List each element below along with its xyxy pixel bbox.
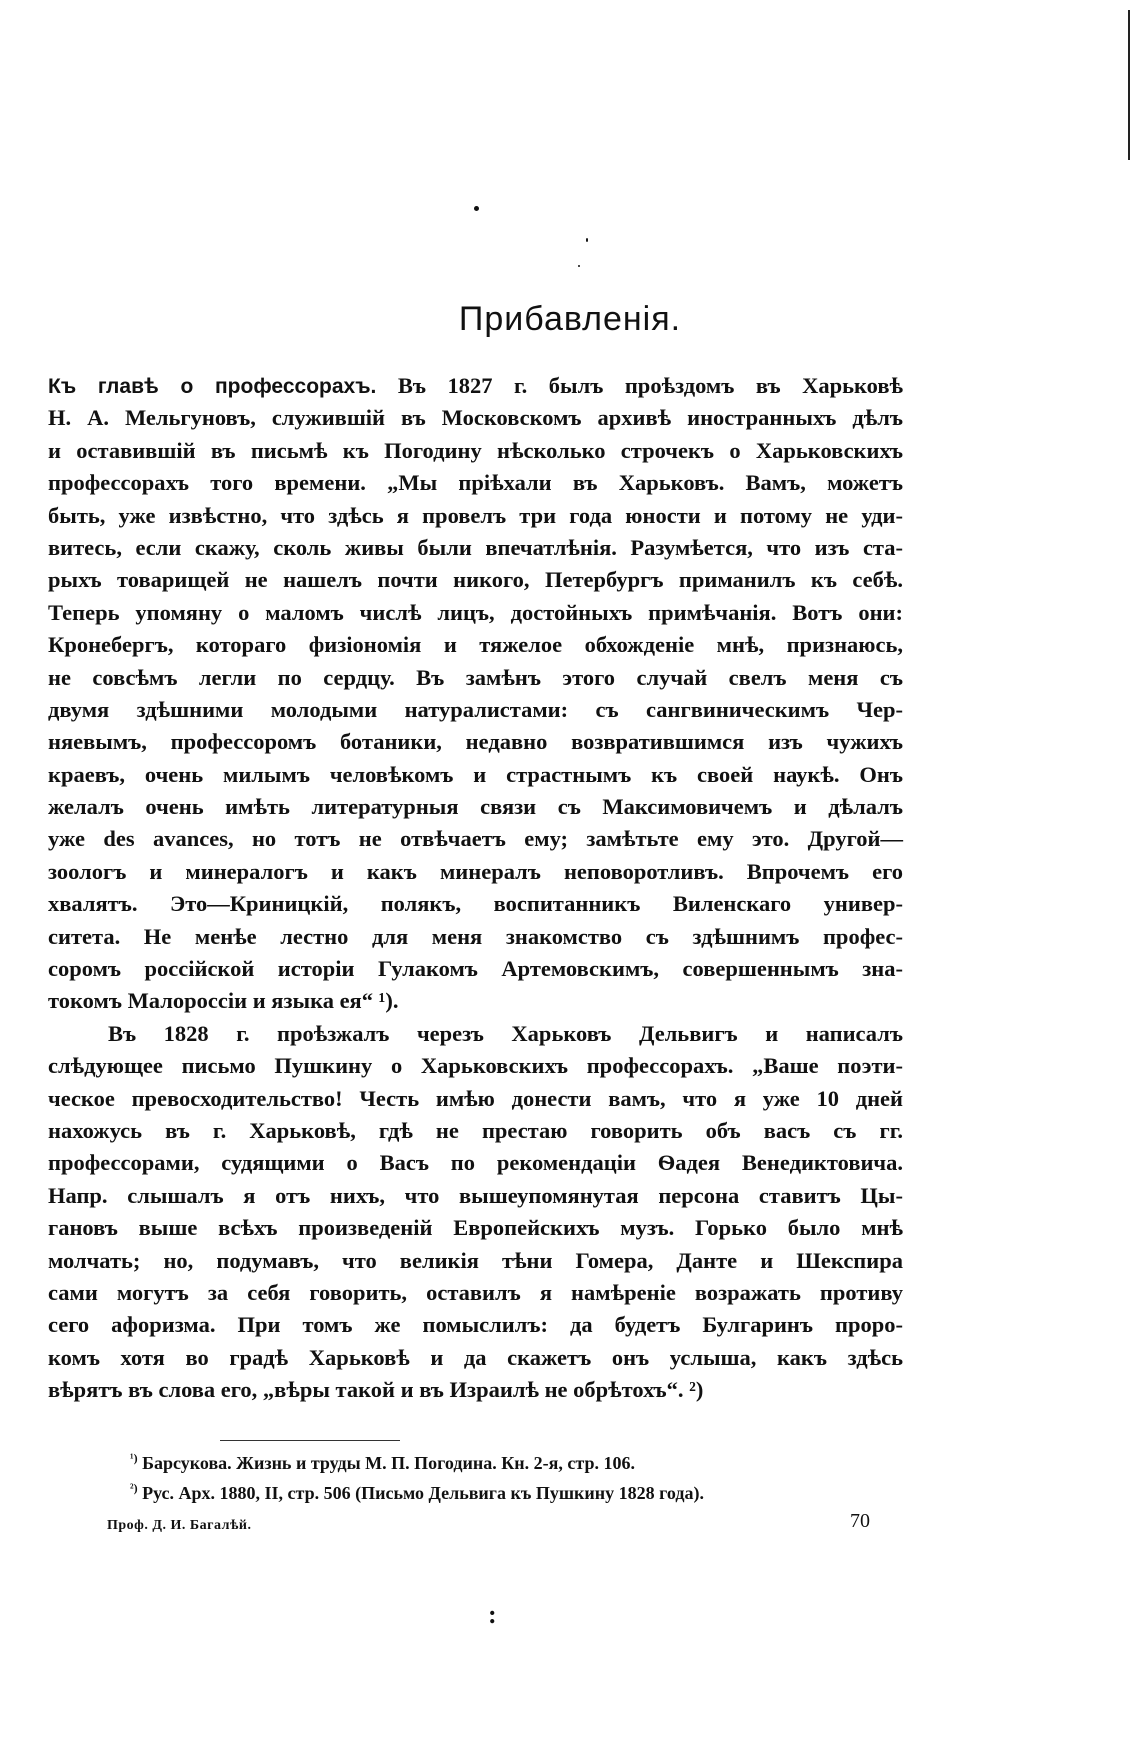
footnotes xyxy=(130,1448,890,1508)
footnote-text: Барсукова. Жизнь и труды М. П. Погодина. Кн. 2-я, стр. 106. xyxy=(142,1453,635,1473)
text-line: профессорами, судящими о Васъ по рекомендаціи Ѳадея Венедиктовича. xyxy=(48,1150,903,1176)
text-line: быть, уже извѣстно, что здѣсь я провелъ три года юности и потому не уди- xyxy=(48,502,903,528)
text-line: хвалятъ. Это—Криницкій, полякъ, воспитанникъ Виленскаго универ- xyxy=(48,891,903,917)
page-title: Прибавленія. xyxy=(458,300,682,338)
text-line: няевымъ, профессоромъ ботаники, недавно возвратившимся изъ чужихъ xyxy=(48,729,903,755)
text-line: комъ хотя во градѣ Харьковѣ и да скажетъ онъ услыша, какъ здѣсь xyxy=(48,1344,903,1370)
text-line: гановъ выше всѣхъ произведеній Европейскихъ музъ. Горько было мнѣ xyxy=(48,1215,903,1241)
author-signature: Проф. Д. И. Багалѣй. xyxy=(107,1518,252,1533)
footnote-2 xyxy=(130,1478,890,1508)
text-line: витесь, если скажу, сколь живы были впечатлѣнія. Разумѣется, что изъ ста- xyxy=(48,534,903,560)
footer-mark: : xyxy=(488,1600,497,1629)
text-line: сами могутъ за себя говорить, оставилъ я намѣреніе возражать противу xyxy=(48,1279,903,1305)
text-line: профессорахъ того времени. „Мы пріѣхали въ Харьковъ. Вамъ, можетъ xyxy=(48,470,903,496)
text-line: соромъ россійской исторіи Гулакомъ Артемовскимъ, совершеннымъ зна- xyxy=(48,956,903,982)
lead-phrase: Къ главѣ о профессорахъ. xyxy=(48,375,377,398)
text-line: и оставившій въ письмѣ къ Погодину нѣсколько строчекъ о Харьковскихъ xyxy=(48,437,903,463)
text-line: желалъ очень имѣть литературныя связи съ Максимовичемъ и дѣлалъ xyxy=(48,794,903,820)
text-line: зоологъ и минералогъ и какъ минералъ неповоротливъ. Впрочемъ его xyxy=(48,858,903,884)
text-line: молчать; но, подумавъ, что великія тѣни Гомера, Данте и Шекспира xyxy=(48,1247,903,1273)
text-line: краевъ, очень милымъ человѣкомъ и страстнымъ къ своей наукѣ. Онъ xyxy=(48,761,903,787)
page-number: 70 xyxy=(850,1510,870,1532)
text-line: не совсѣмъ легли по сердцу. Въ замѣнъ этого случай свелъ меня съ xyxy=(48,664,903,690)
text-line: нахожусь въ г. Харьковѣ, гдѣ не престаю говорить объ васъ съ гг. xyxy=(48,1117,903,1143)
text-line: уже des avances, но тотъ не отвѣчаетъ ему; замѣтьте ему это. Другой— xyxy=(48,826,903,852)
footnote-text: Рус. Арх. 1880, II, стр. 506 (Письмо Дельвига къ Пушкину 1828 года). xyxy=(142,1483,704,1503)
text-line: Н. А. Мельгуновъ, служившій въ Московскомъ архивѣ иностранныхъ дѣлъ xyxy=(48,405,903,431)
document-body xyxy=(48,370,903,1407)
text-line: Теперь упомяну о маломъ числѣ лицъ, достойныхъ примѣчанія. Вотъ они: xyxy=(48,599,903,625)
scan-edge-line xyxy=(1128,10,1130,160)
footnote-1 xyxy=(130,1448,890,1478)
text-line xyxy=(48,370,903,402)
scan-speck xyxy=(586,238,588,242)
text-line: ческое превосходительство! Честь имѣю донести вамъ, что я уже 10 дней xyxy=(48,1085,903,1111)
footnote-marker: ²) xyxy=(130,1481,138,1495)
text-line: Напр. слышалъ я отъ нихъ, что вышеупомянутая персона ставитъ Цы- xyxy=(48,1182,903,1208)
text-line: сего афоризма. При томъ же помыслилъ: да будетъ Булгаринъ проро- xyxy=(48,1312,903,1338)
footnote-marker: ¹) xyxy=(130,1451,138,1465)
text-line: рыхъ товарищей не нашелъ почти никого, Петербургъ приманилъ къ себѣ. xyxy=(48,567,903,593)
text-line: двумя здѣшними молодыми натуралистами: съ сангвиническимъ Чер- xyxy=(48,696,903,722)
text-line: Въ 1828 г. проѣзжалъ черезъ Харьковъ Дельвигъ и написалъ xyxy=(108,1020,903,1046)
text-line-segment: Въ 1827 г. былъ проѣздомъ въ Харьковѣ xyxy=(376,373,903,398)
text-line: слѣдующее письмо Пушкину о Харьковскихъ профессорахъ. „Ваше поэти- xyxy=(48,1053,903,1079)
text-line: Кронебергъ, котораго физіономія и тяжелое обхожденіе мнѣ, признаюсь, xyxy=(48,632,903,658)
footnote-divider xyxy=(220,1440,400,1441)
text-line: ситета. Не менѣе лестно для меня знакомство съ здѣшнимъ профес- xyxy=(48,923,903,949)
scan-speck xyxy=(474,206,479,211)
scan-speck xyxy=(578,265,580,267)
text-line: токомъ Малороссіи и языка ея“ ¹). xyxy=(48,988,399,1014)
text-line: вѣрятъ въ слова его, „вѣры такой и въ Израилѣ не обрѣтохъ“. ²) xyxy=(48,1377,704,1403)
